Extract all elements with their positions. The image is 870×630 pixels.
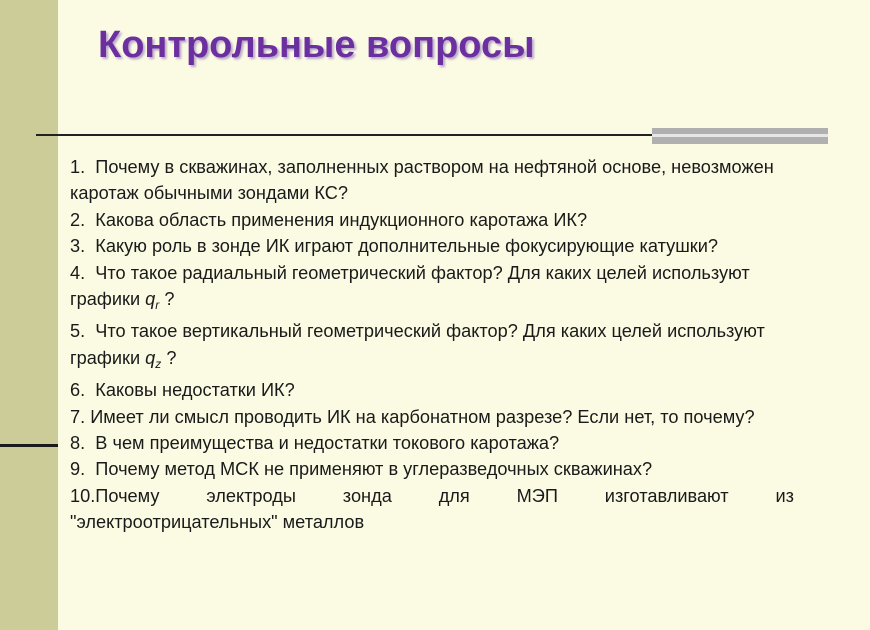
question-2 [70,207,794,233]
question-number: 2. [70,209,86,230]
question-1 [70,154,794,207]
question-8 [70,430,794,456]
question-text: В чем преимущества и недостатки токового каротажа? [95,433,560,454]
question-number: 1. [70,157,86,177]
question-10 [70,483,794,509]
question-number: 3. [70,236,86,257]
question-number: 10. [70,485,96,506]
question-text: Почему в скважинах, заполненных раствором на нефтяной основе, невозможен каротаж обычными зондами КС? [70,157,774,204]
question-5 [70,318,794,377]
left-bar-divider [0,444,58,447]
question-number: 9. [70,459,86,480]
left-decor-bar [0,0,58,630]
formula-subscript: r [155,298,160,313]
formula-variable: q [145,289,156,310]
question-text: Какую роль в зонде ИК играют дополнительные фокусирующие катушки? [95,236,719,257]
question-list [70,154,794,536]
question-number: 8. [70,433,86,454]
question-tail: ? [159,289,175,310]
formula-variable: q [145,347,156,368]
question-number: 4. [70,262,86,283]
question-3 [70,233,794,259]
question-text: Что такое вертикальный геометрический фактор? Для каких целей используют графики [70,321,765,368]
question-text: Что такое радиальный геометрический фактор? Для каких целей используют графики [70,262,750,310]
question-4 [70,260,794,319]
slide-title: Контрольные вопросы [98,24,535,66]
question-text: Почему электроды зонда для МЭП изготавливают из [95,485,794,506]
question-number: 7. [70,406,86,427]
question-6 [70,377,794,403]
question-text: "электроотрицательных" металлов [70,512,365,533]
question-number: 6. [70,380,86,401]
question-7 [70,404,794,430]
title-rule-accent [652,128,828,144]
question-tail: ? [161,347,177,368]
question-text: Имеет ли смысл проводить ИК на карбонатном разрезе? Если нет, то почему? [90,406,755,427]
question-text: Каковы недостатки ИК? [95,380,295,401]
question-text: Почему метод МСК не применяют в углеразведочных скважинах? [95,459,653,480]
question-number: 5. [70,321,86,342]
question-text: Какова область применения индукционного каротажа ИК? [95,209,588,230]
question-10-continuation [70,509,794,535]
question-9 [70,456,794,482]
formula-subscript: z [155,356,162,371]
